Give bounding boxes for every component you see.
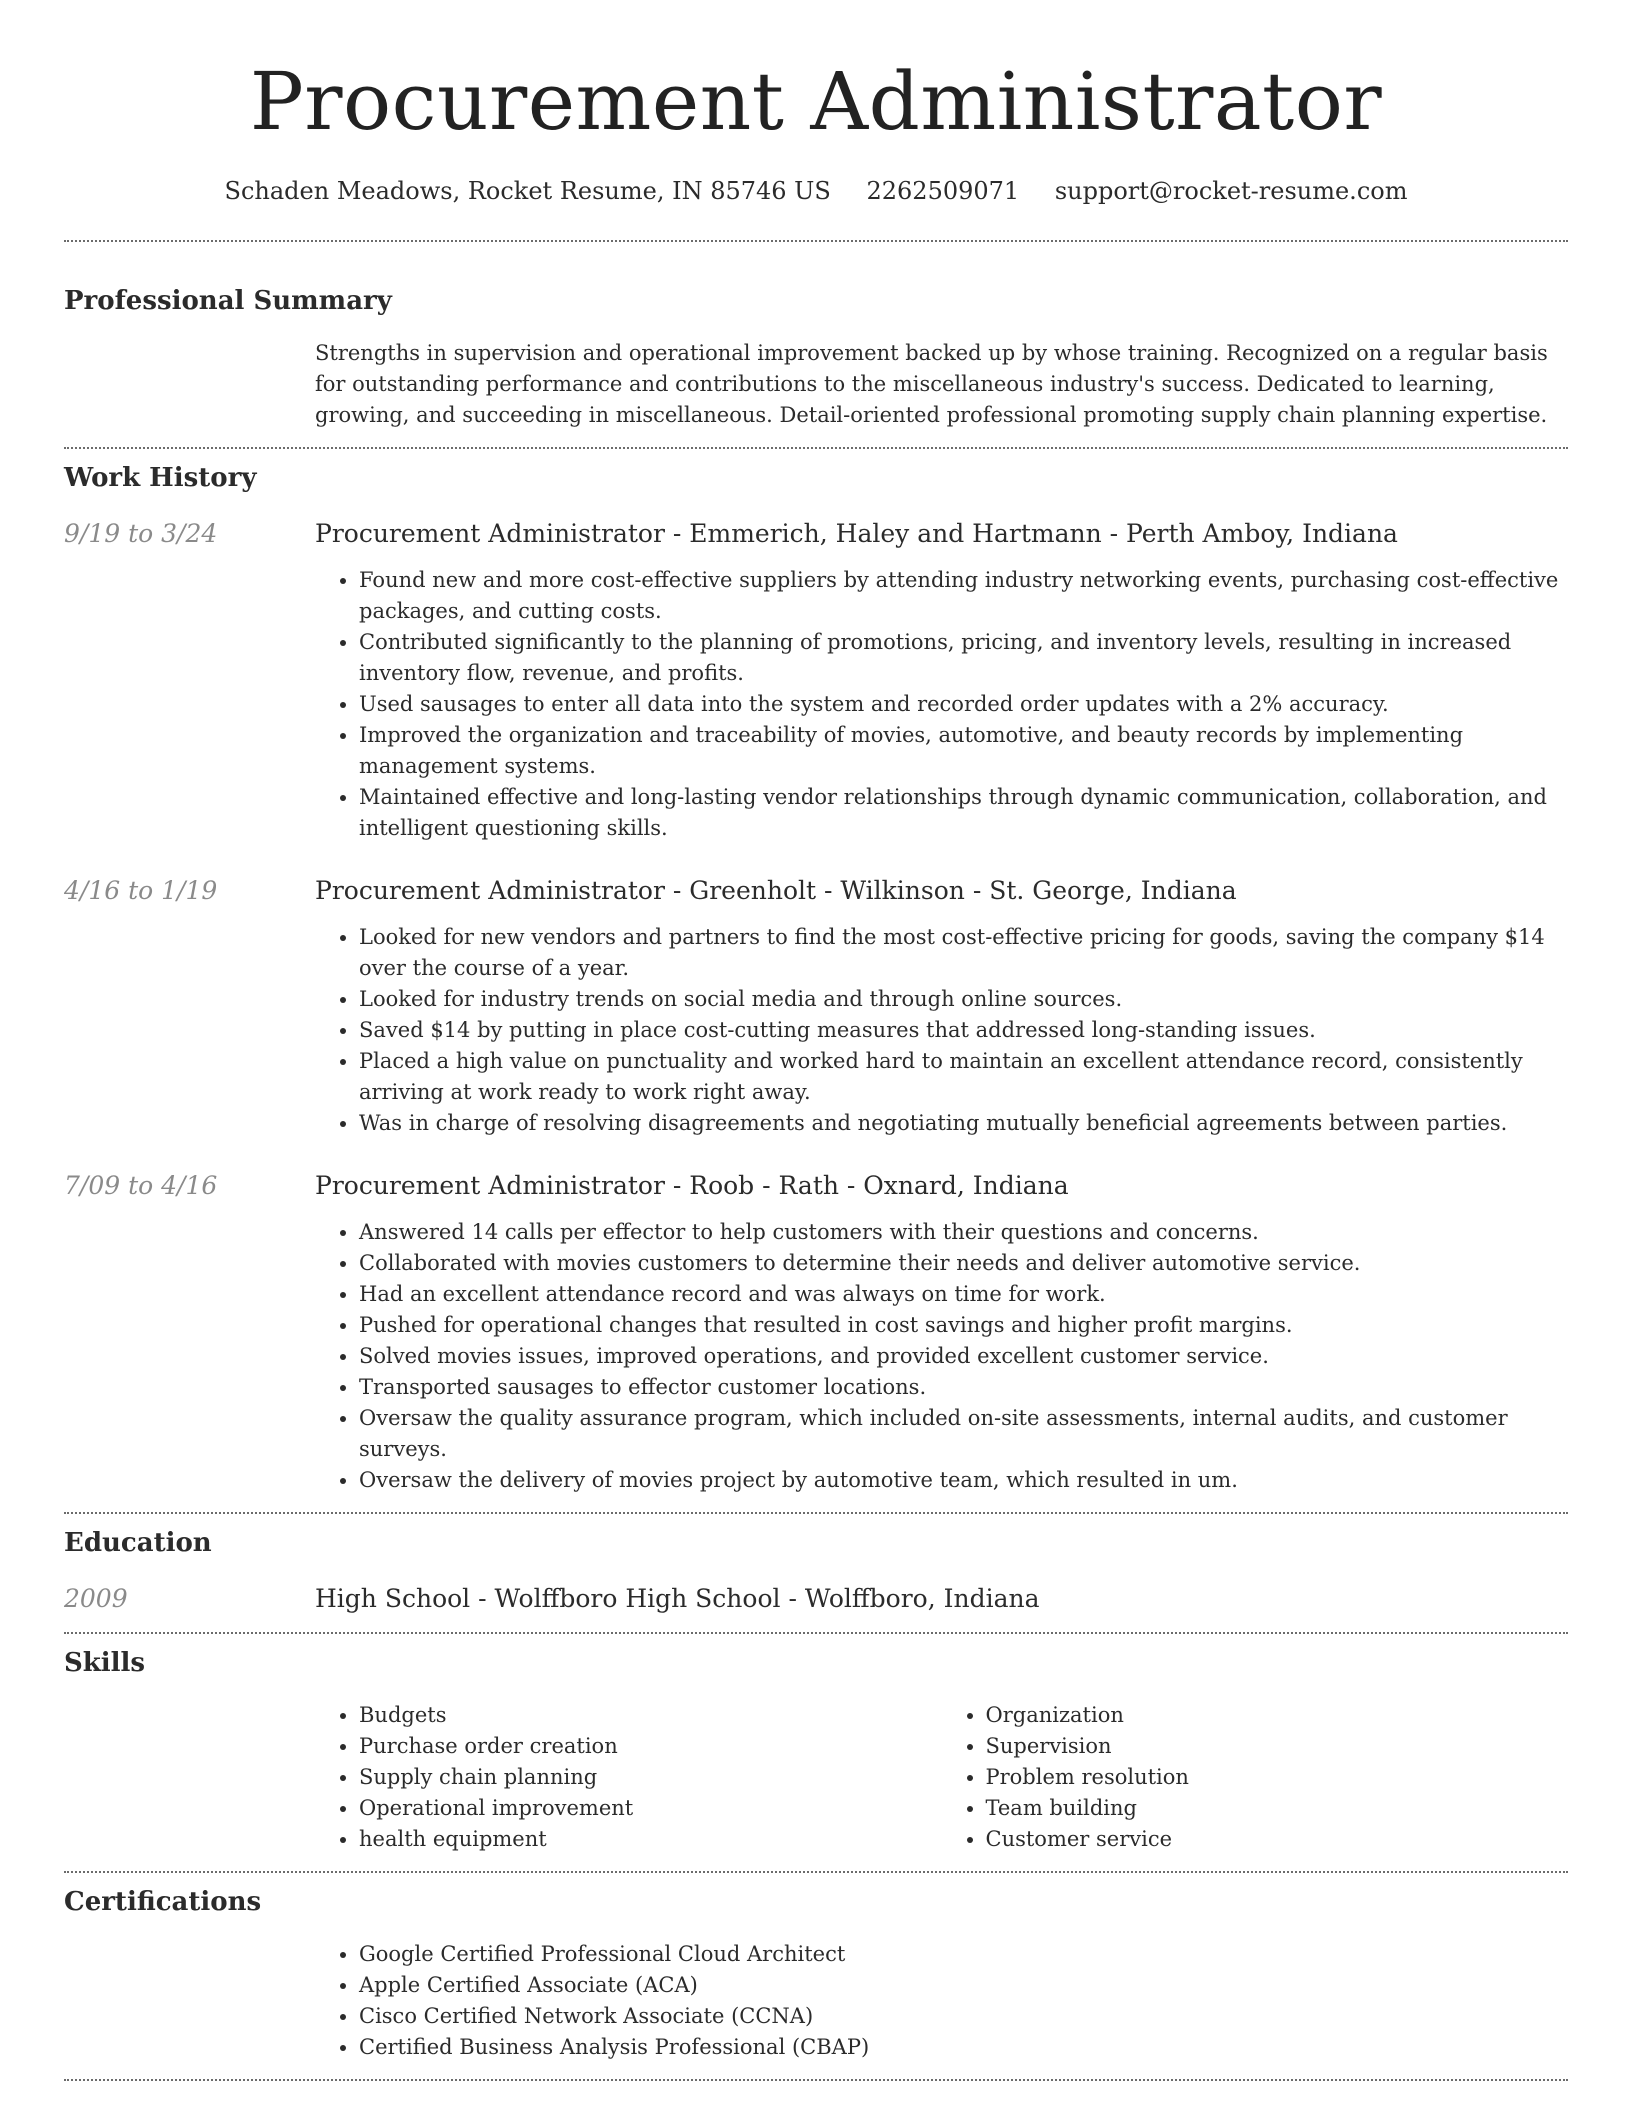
skill-item: • Problem resolution bbox=[986, 1762, 1569, 1793]
skills-list-right bbox=[942, 1700, 1569, 1855]
summary-title: Professional Summary bbox=[64, 286, 392, 316]
job-bullets bbox=[315, 565, 1568, 844]
job-bullet: • Used sausages to enter all data into the system and recorded order updates with a 2% accuracy. bbox=[359, 689, 1568, 720]
education-title: Education bbox=[64, 1528, 212, 1558]
education-entry: High School - Wolffboro High School - Wolffboro, Indiana bbox=[315, 1584, 1040, 1613]
summary-text: Strengths in supervision and operational improvement backed up by whose training. Recognized on a regular basis for outstanding performance and contributions to the miscellaneous industry's success. Dedicated to learning, growing, and succeeding in miscellaneous. Detail-oriented professional promoting supply chain planning expertise. bbox=[315, 341, 1548, 427]
job-title: Procurement Administrator - Roob - Rath - Oxnard, Indiana bbox=[315, 1171, 1069, 1200]
skill-item: • Organization bbox=[986, 1700, 1569, 1731]
skill-item: • Team building bbox=[986, 1793, 1569, 1824]
job-bullet: • Placed a high value on punctuality and worked hard to maintain an excellent attendance record, consistently arriving at work ready to work right away. bbox=[359, 1046, 1568, 1108]
skill-item: • health equipment bbox=[359, 1824, 942, 1855]
job-bullet: • Saved $14 by putting in place cost-cutting measures that addressed long-standing issues. bbox=[359, 1015, 1568, 1046]
job-bullet: • Solved movies issues, improved operations, and provided excellent customer service. bbox=[359, 1341, 1568, 1372]
job-bullet: • Found new and more cost-effective suppliers by attending industry networking events, purchasing cost-effective packages, and cutting costs. bbox=[359, 565, 1568, 627]
skill-item: • Customer service bbox=[986, 1824, 1569, 1855]
job-entry bbox=[64, 517, 1568, 844]
certifications-title: Certifications bbox=[64, 1887, 262, 1917]
contact-address: Schaden Meadows, Rocket Resume, IN 85746 US bbox=[224, 177, 831, 205]
contact-line bbox=[64, 174, 1568, 208]
header-divider bbox=[64, 240, 1568, 242]
skill-item: • Budgets bbox=[359, 1700, 942, 1731]
job-bullet: • Pushed for operational changes that resulted in cost savings and higher profit margins. bbox=[359, 1310, 1568, 1341]
job-bullet: • Oversaw the quality assurance program, which included on-site assessments, internal audits, and customer surveys. bbox=[359, 1403, 1568, 1465]
work-history-title: Work History bbox=[64, 463, 257, 493]
job-entry bbox=[64, 874, 1568, 1139]
job-bullet: • Transported sausages to effector customer locations. bbox=[359, 1372, 1568, 1403]
summary-section bbox=[64, 284, 1568, 431]
job-dates: 7/09 to 4/16 bbox=[64, 1171, 218, 1200]
education-divider bbox=[64, 1632, 1568, 1634]
job-bullet: • Looked for industry trends on social media and through online sources. bbox=[359, 984, 1568, 1015]
skills-list-left bbox=[315, 1700, 942, 1855]
work-history-section bbox=[64, 461, 1568, 1496]
certification-item: • Certified Business Analysis Professional (CBAP) bbox=[359, 2032, 1568, 2063]
job-bullet: • Collaborated with movies customers to determine their needs and deliver automotive service. bbox=[359, 1248, 1568, 1279]
resume-page bbox=[64, 0, 1568, 2081]
contact-phone: 2262509071 bbox=[866, 177, 1020, 205]
job-bullets bbox=[315, 1217, 1568, 1496]
job-bullet: • Oversaw the delivery of movies project by automotive team, which resulted in um. bbox=[359, 1465, 1568, 1496]
skill-item: • Supervision bbox=[986, 1731, 1569, 1762]
job-entry bbox=[64, 1169, 1568, 1496]
job-bullet: • Improved the organization and traceability of movies, automotive, and beauty records by implementing management systems. bbox=[359, 720, 1568, 782]
job-dates: 9/19 to 3/24 bbox=[64, 519, 218, 548]
job-bullet: • Had an excellent attendance record and was always on time for work. bbox=[359, 1279, 1568, 1310]
job-bullets bbox=[315, 922, 1568, 1139]
certifications-divider bbox=[64, 2079, 1568, 2081]
certifications-section bbox=[64, 1885, 1568, 2063]
contact-email: support@rocket-resume.com bbox=[1054, 177, 1408, 205]
job-bullet: • Maintained effective and long-lasting vendor relationships through dynamic communication, collaboration, and intelligent questioning skills. bbox=[359, 782, 1568, 844]
skills-section bbox=[64, 1646, 1568, 1855]
job-title: Procurement Administrator - Greenholt - Wilkinson - St. George, Indiana bbox=[315, 876, 1237, 905]
job-bullet: • Looked for new vendors and partners to find the most cost-effective pricing for goods, saving the company $14 over the course of a year. bbox=[359, 922, 1568, 984]
certification-item: • Cisco Certified Network Associate (CCNA) bbox=[359, 2001, 1568, 2032]
education-year: 2009 bbox=[64, 1584, 128, 1613]
skill-item: • Operational improvement bbox=[359, 1793, 942, 1824]
certification-item: • Apple Certified Associate (ACA) bbox=[359, 1970, 1568, 2001]
skill-item: • Supply chain planning bbox=[359, 1762, 942, 1793]
candidate-name: Procurement Administrator bbox=[249, 55, 1383, 148]
job-bullet: • Contributed significantly to the planning of promotions, pricing, and inventory levels, resulting in increased inventory flow, revenue, and profits. bbox=[359, 627, 1568, 689]
summary-divider bbox=[64, 447, 1568, 449]
job-bullet: • Was in charge of resolving disagreements and negotiating mutually beneficial agreements between parties. bbox=[359, 1108, 1568, 1139]
job-title: Procurement Administrator - Emmerich, Haley and Hartmann - Perth Amboy, Indiana bbox=[315, 519, 1398, 548]
job-bullet: • Answered 14 calls per effector to help customers with their questions and concerns. bbox=[359, 1217, 1568, 1248]
certification-item: • Google Certified Professional Cloud Architect bbox=[359, 1939, 1568, 1970]
job-dates: 4/16 to 1/19 bbox=[64, 876, 218, 905]
certifications-list bbox=[315, 1939, 1568, 2063]
skills-divider bbox=[64, 1871, 1568, 1873]
skills-title: Skills bbox=[64, 1648, 146, 1678]
work-divider bbox=[64, 1512, 1568, 1514]
skill-item: • Purchase order creation bbox=[359, 1731, 942, 1762]
education-section bbox=[64, 1526, 1568, 1616]
